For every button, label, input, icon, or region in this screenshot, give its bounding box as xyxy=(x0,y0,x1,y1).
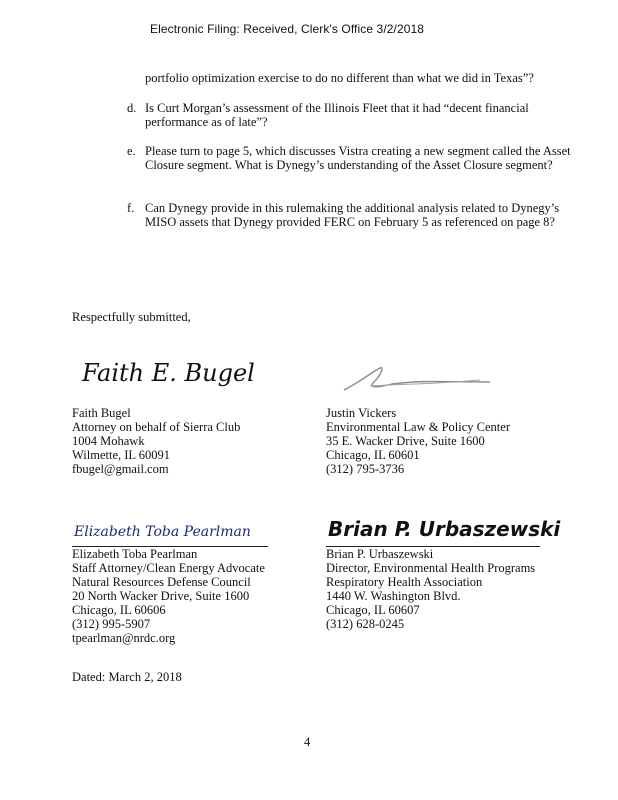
address-line: 35 E. Wacker Drive, Suite 1600 xyxy=(326,434,485,448)
signatory-name: Justin Vickers xyxy=(326,406,397,420)
signatory-pearlman xyxy=(72,548,268,646)
signatory-title: Attorney on behalf of Sierra Club xyxy=(72,420,241,434)
item-text: Can Dynegy provide in this rulemaking the additional analysis related to Dynegy’s MISO assets that Dynegy provided FERC on February 5 as referenced on page 8? xyxy=(145,201,560,229)
address-line: 1440 W. Washington Blvd. xyxy=(326,589,461,603)
address-line: Chicago, IL 60601 xyxy=(326,448,420,462)
phone: (312) 995-5907 xyxy=(72,617,151,631)
address-line: 20 North Wacker Drive, Suite 1600 xyxy=(72,589,250,603)
closing: Respectfully submitted, xyxy=(72,310,191,324)
item-text: Please turn to page 5, which discusses Vistra creating a new segment called the Asset Closure segment. What is Dynegy’s understanding of the Asset Closure segment? xyxy=(145,144,571,172)
signature-vickers xyxy=(340,360,510,400)
address-line: Chicago, IL 60606 xyxy=(72,603,166,617)
address-line: 1004 Mohawk xyxy=(72,434,145,448)
signatory-vickers xyxy=(326,407,556,477)
signatory-title: Environmental Law & Policy Center xyxy=(326,420,510,434)
signature-pearlman-text: Elizabeth Toba Pearlman xyxy=(74,524,251,540)
address-line: Chicago, IL 60607 xyxy=(326,603,420,617)
item-letter: f. xyxy=(127,201,135,215)
signatory-bugel xyxy=(72,407,302,477)
phone: (312) 795-3736 xyxy=(326,462,405,476)
email: tpearlman@nrdc.org xyxy=(72,631,176,645)
signature-urbaszewski xyxy=(326,506,561,546)
item-letter: e. xyxy=(127,144,136,158)
signatory-name: Faith Bugel xyxy=(72,406,131,420)
date-line: Dated: March 2, 2018 xyxy=(72,670,182,684)
signature-bugel xyxy=(80,345,255,395)
signature-bugel-text: Faith E. Bugel xyxy=(82,359,255,387)
signature-pearlman xyxy=(72,516,272,544)
organization: Respiratory Health Association xyxy=(326,575,483,589)
email: fbugel@gmail.com xyxy=(72,462,169,476)
continuation-text: portfolio optimization exercise to do no different than what we did in Texas”? xyxy=(145,71,534,85)
filing-stamp: Electronic Filing: Received, Clerk's Office 3/2/2018 xyxy=(150,22,425,36)
phone: (312) 628-0245 xyxy=(326,617,405,631)
signatory-name: Brian P. Urbaszewski xyxy=(326,547,434,561)
item-text: Is Curt Morgan’s assessment of the Illinois Fleet that it had “decent financial performance as of late”? xyxy=(145,101,529,129)
signatory-title: Director, Environmental Health Programs xyxy=(326,561,536,575)
signatory-urbaszewski xyxy=(326,548,540,632)
signatory-name: Elizabeth Toba Pearlman xyxy=(72,547,198,561)
organization: Natural Resources Defense Council xyxy=(72,575,251,589)
address-line: Wilmette, IL 60091 xyxy=(72,448,170,462)
signature-urbaszewski-text: Brian P. Urbaszewski xyxy=(328,517,561,541)
page-number: 4 xyxy=(304,735,311,749)
signatory-title: Staff Attorney/Clean Energy Advocate xyxy=(72,561,265,575)
item-letter: d. xyxy=(127,101,137,115)
